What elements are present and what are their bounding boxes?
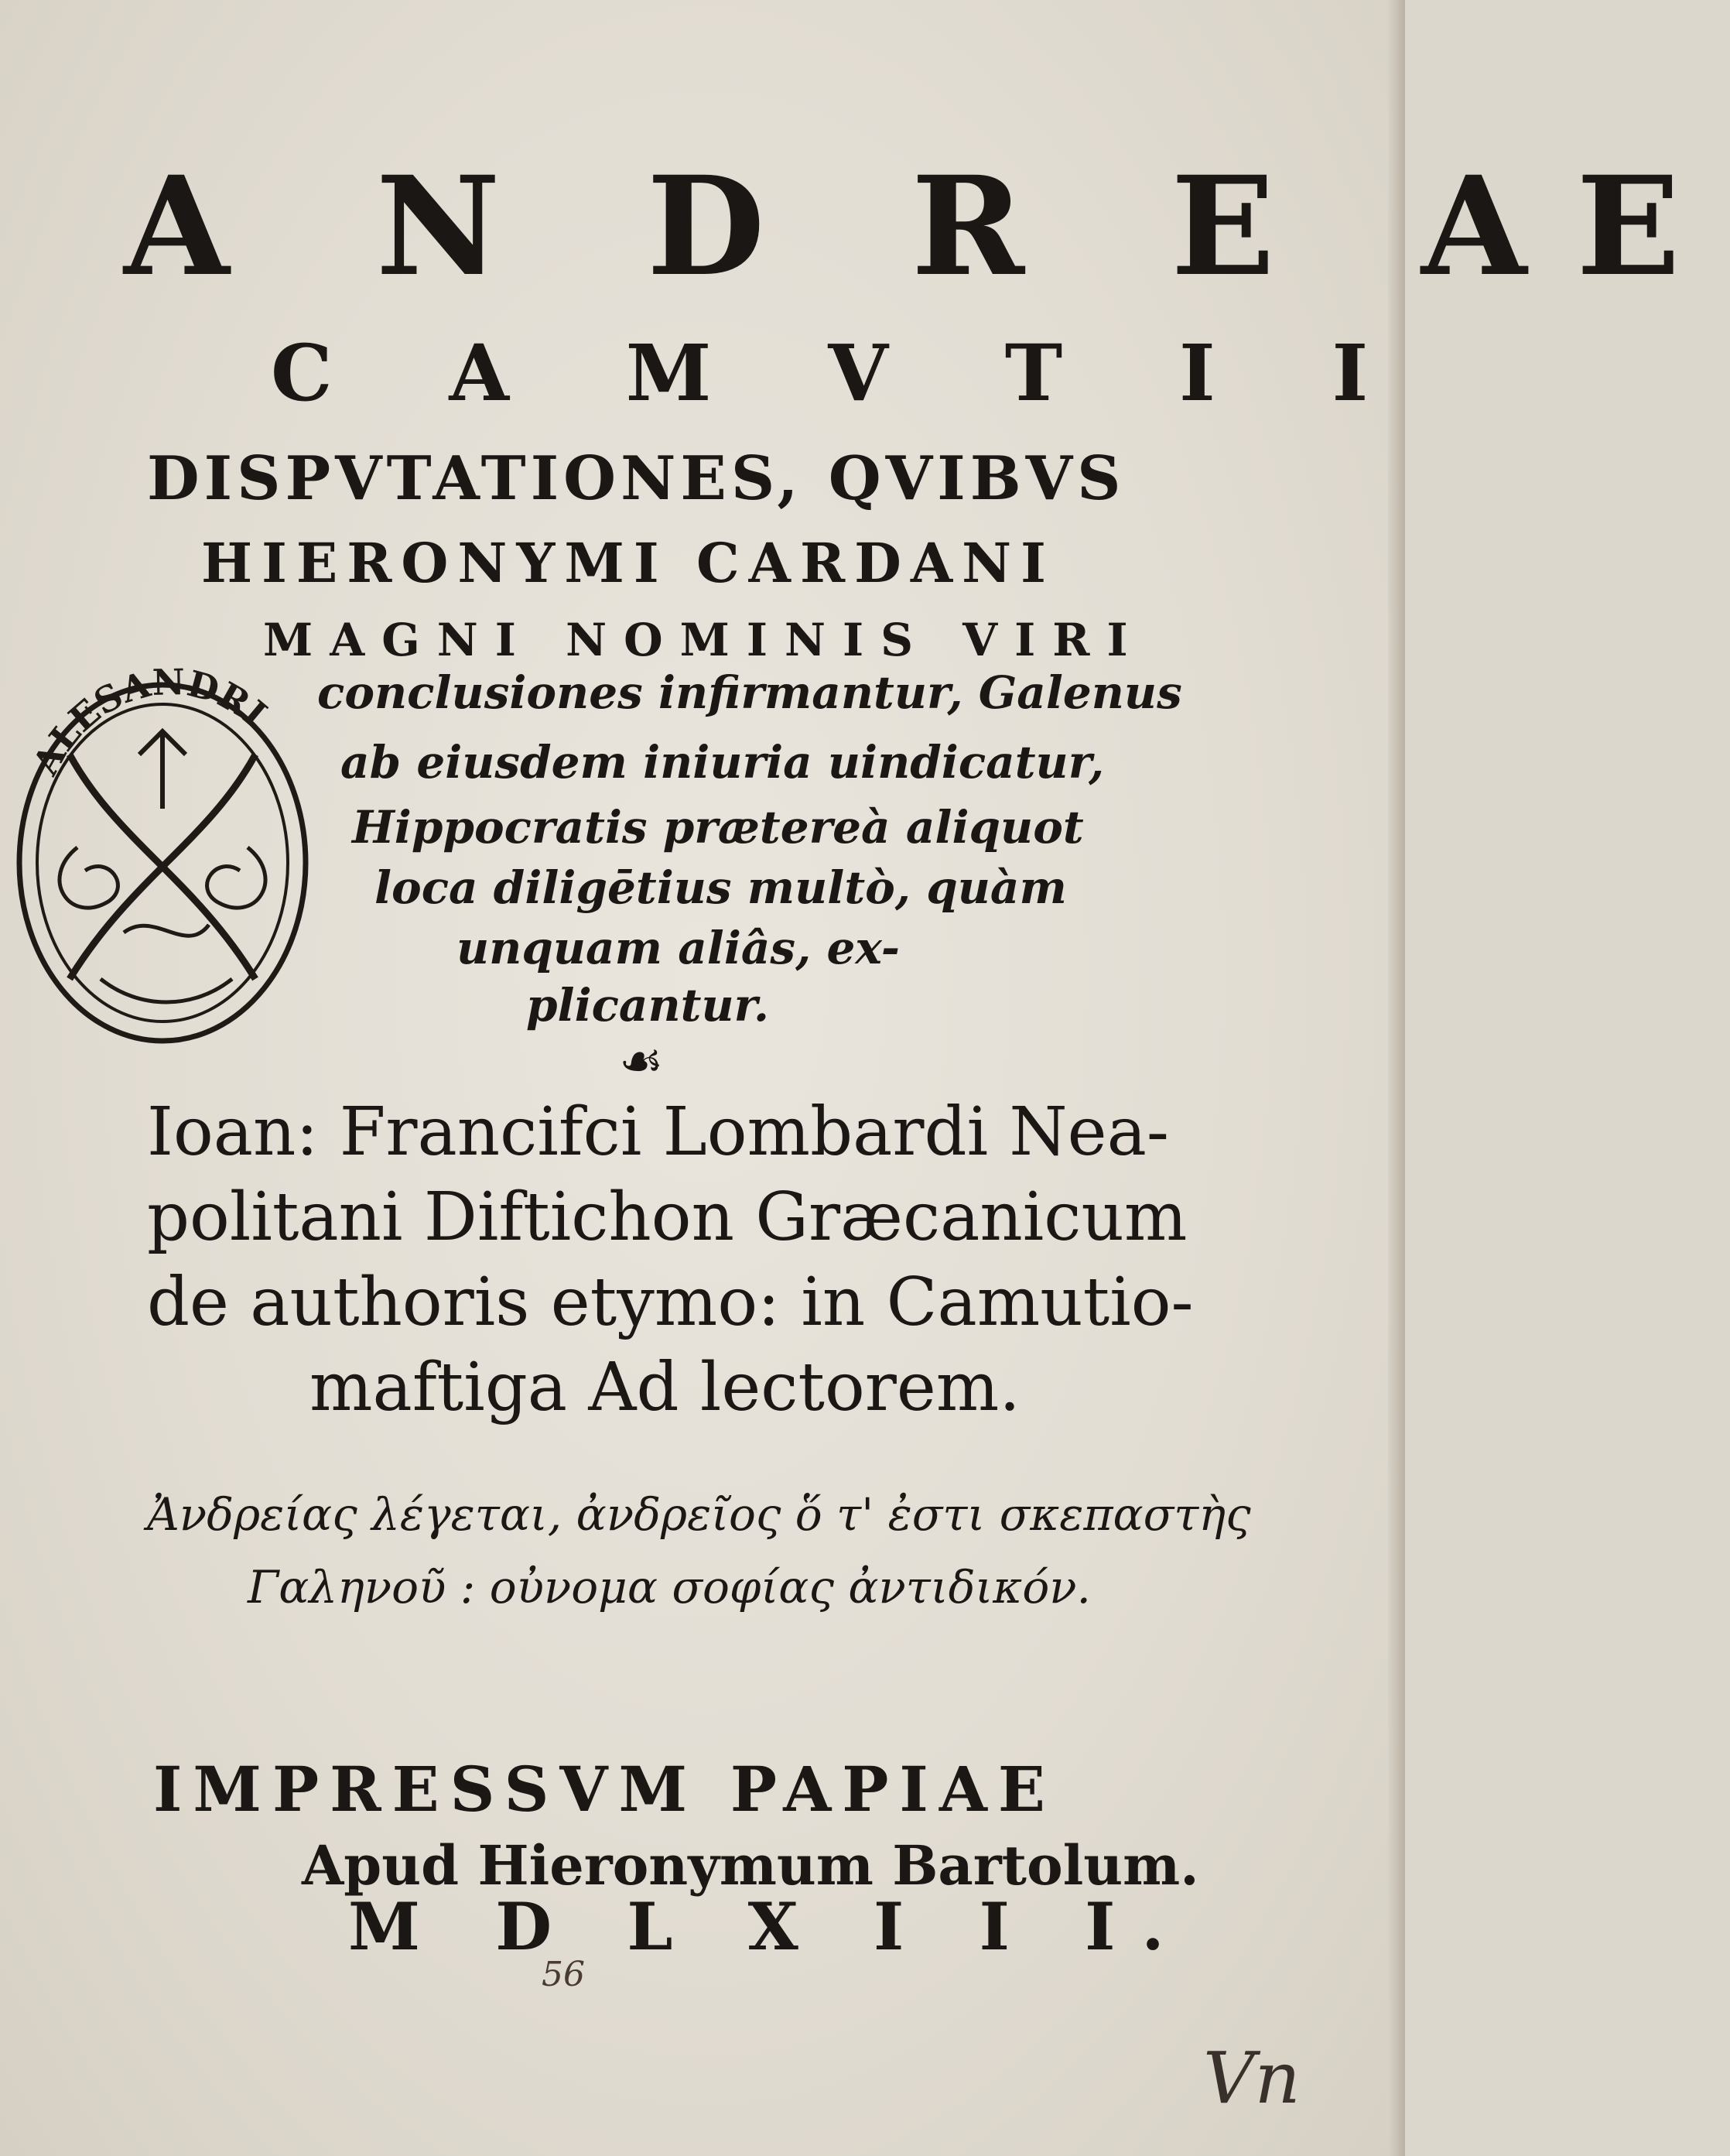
- library-stamp: [8, 646, 356, 1064]
- body-line: unquam aliâs, ex-: [456, 922, 901, 974]
- imprint-place: IMPRESSVM PAPIAE: [153, 1753, 1056, 1826]
- author-second-line: C A M V T I I: [271, 327, 1414, 419]
- stamp-text: ALESANDRI: [24, 661, 275, 782]
- epithet-line: MAGNI NOMINIS VIRI: [263, 614, 1145, 666]
- body-line: conclusiones infirmantur, Galenus: [317, 666, 1182, 719]
- dedication-line: de authoris etymo: in Camutio-: [147, 1264, 1194, 1341]
- target-name-line: HIERONYMI CARDANI: [201, 531, 1055, 595]
- body-line: ab eiusdem iniuria uindicatur,: [340, 736, 1105, 789]
- author-first-line: A N D R E AE: [124, 146, 1730, 306]
- dedication-line: politani Diftichon Græcanicum: [147, 1179, 1188, 1256]
- imprint-printer: Apud Hieronymum Bartolum.: [302, 1833, 1199, 1898]
- dedication-line: maftiga Ad lectorem.: [309, 1349, 1021, 1426]
- page-edge: [1388, 0, 1405, 2156]
- svg-text:ALESANDRI: [24, 661, 275, 782]
- body-line: plicantur.: [526, 979, 770, 1032]
- work-title-line: DISPVTATIONES, QVIBVS: [147, 443, 1126, 514]
- greek-verse-line: Ἀνδρείας λέγεται, ἀνδρεῖος ὅ τ' ἐστι σκεπαστὴς: [147, 1488, 1251, 1541]
- body-line: Hippocratis prætereà aliquot: [352, 801, 1084, 854]
- handwritten-mark: Vn: [1203, 2037, 1301, 2120]
- dedication-line: Ioan: Francifci Lombardi Nea-: [147, 1093, 1169, 1171]
- fleuron-ornament-icon: ☙: [619, 1033, 664, 1090]
- imprint-year: M D L X I I I.: [348, 1888, 1191, 1965]
- greek-verse-line: Γαληνοῦ : οὐνομα σοφίας ἀντιδικόν.: [248, 1561, 1091, 1614]
- body-line: loca diligētius multò, quàm: [374, 861, 1067, 914]
- handwritten-number: 56: [542, 1955, 585, 1994]
